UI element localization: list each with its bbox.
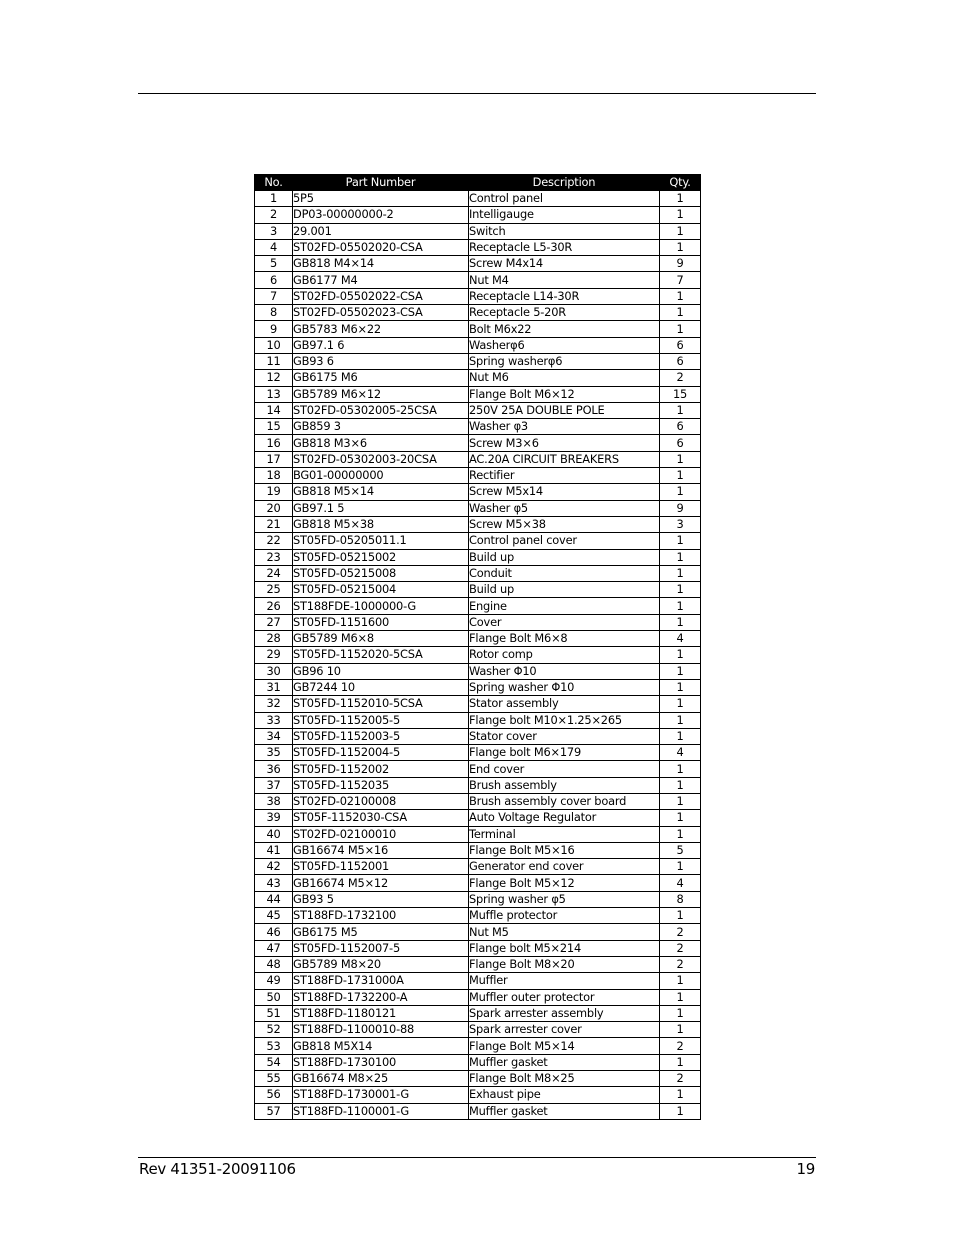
row-number-cell: 23: [255, 549, 293, 565]
description-cell: Flange bolt M6×179: [469, 745, 660, 761]
quantity-cell: 1: [660, 1022, 701, 1038]
description-cell: Screw M3×6: [469, 435, 660, 451]
row-number-cell: 33: [255, 712, 293, 728]
row-number-cell: 16: [255, 435, 293, 451]
description-cell: Flange Bolt M5×16: [469, 842, 660, 858]
table-row: [255, 468, 701, 484]
quantity-cell: 2: [660, 1071, 701, 1087]
description-cell: AC.20A CIRCUIT BREAKERS: [469, 451, 660, 467]
quantity-cell: 1: [660, 679, 701, 695]
table-row: [255, 435, 701, 451]
row-number-cell: 11: [255, 353, 293, 369]
part-number-cell: GB96 10: [293, 663, 469, 679]
row-number-cell: 1: [255, 191, 293, 207]
description-cell: Flange Bolt M8×20: [469, 956, 660, 972]
description-cell: Receptacle L14-30R: [469, 288, 660, 304]
part-number-cell: ST05FD-1152020-5CSA: [293, 647, 469, 663]
table-row: [255, 728, 701, 744]
part-number-cell: GB818 M3×6: [293, 435, 469, 451]
quantity-cell: 2: [660, 956, 701, 972]
part-number-cell: GB93 6: [293, 353, 469, 369]
table-row: [255, 761, 701, 777]
quantity-cell: 1: [660, 468, 701, 484]
row-number-cell: 12: [255, 370, 293, 386]
table-row: [255, 908, 701, 924]
part-number-cell: ST02FD-05302005-25CSA: [293, 402, 469, 418]
table-row: [255, 924, 701, 940]
table-row: [255, 1087, 701, 1103]
table-row: [255, 533, 701, 549]
quantity-cell: 1: [660, 989, 701, 1005]
table-body: [255, 191, 701, 1120]
part-number-cell: GB818 M5×38: [293, 516, 469, 532]
description-cell: Flange Bolt M5×12: [469, 875, 660, 891]
row-number-cell: 5: [255, 256, 293, 272]
quantity-cell: 1: [660, 614, 701, 630]
quantity-cell: 1: [660, 321, 701, 337]
quantity-cell: 3: [660, 516, 701, 532]
part-number-cell: ST05FD-05215008: [293, 565, 469, 581]
description-cell: Screw M5x14: [469, 484, 660, 500]
row-number-cell: 57: [255, 1103, 293, 1119]
quantity-cell: 1: [660, 402, 701, 418]
table-row: [255, 810, 701, 826]
description-cell: Control panel cover: [469, 533, 660, 549]
part-number-cell: ST02FD-05502022-CSA: [293, 288, 469, 304]
row-number-cell: 2: [255, 207, 293, 223]
table-row: [255, 1005, 701, 1021]
description-cell: Receptacle 5-20R: [469, 305, 660, 321]
table-row: [255, 859, 701, 875]
table-row: [255, 565, 701, 581]
quantity-cell: 2: [660, 370, 701, 386]
quantity-cell: 5: [660, 842, 701, 858]
row-number-cell: 27: [255, 614, 293, 630]
quantity-cell: 2: [660, 940, 701, 956]
row-number-cell: 19: [255, 484, 293, 500]
quantity-cell: 1: [660, 810, 701, 826]
quantity-cell: 1: [660, 207, 701, 223]
table-row: [255, 1022, 701, 1038]
part-number-cell: GB6175 M6: [293, 370, 469, 386]
revision-label: Rev 41351-20091106: [139, 1160, 296, 1178]
table-row: [255, 337, 701, 353]
part-number-cell: ST188FD-1180121: [293, 1005, 469, 1021]
row-number-cell: 3: [255, 223, 293, 239]
row-number-cell: 18: [255, 468, 293, 484]
description-cell: Receptacle L5-30R: [469, 239, 660, 255]
table-row: [255, 386, 701, 402]
part-number-cell: ST05FD-1152007-5: [293, 940, 469, 956]
quantity-cell: 1: [660, 191, 701, 207]
table-row: [255, 239, 701, 255]
part-number-cell: ST02FD-02100008: [293, 793, 469, 809]
quantity-cell: 4: [660, 745, 701, 761]
part-number-cell: ST02FD-05502023-CSA: [293, 305, 469, 321]
quantity-cell: 1: [660, 1087, 701, 1103]
row-number-cell: 49: [255, 973, 293, 989]
description-cell: Flange Bolt M5×14: [469, 1038, 660, 1054]
row-number-cell: 38: [255, 793, 293, 809]
part-number-cell: ST188FD-1732100: [293, 908, 469, 924]
quantity-cell: 1: [660, 663, 701, 679]
table-row: [255, 207, 701, 223]
quantity-cell: 1: [660, 712, 701, 728]
part-number-cell: GB16674 M5×16: [293, 842, 469, 858]
part-number-cell: ST05FD-05215004: [293, 582, 469, 598]
description-cell: Exhaust pipe: [469, 1087, 660, 1103]
quantity-cell: 4: [660, 631, 701, 647]
description-cell: Spark arrester assembly: [469, 1005, 660, 1021]
part-number-cell: GB5789 M6×8: [293, 631, 469, 647]
table-row: [255, 891, 701, 907]
quantity-cell: 15: [660, 386, 701, 402]
quantity-cell: 2: [660, 924, 701, 940]
header-qty: Qty.: [660, 175, 701, 191]
part-number-cell: ST188FD-1732200-A: [293, 989, 469, 1005]
row-number-cell: 43: [255, 875, 293, 891]
row-number-cell: 20: [255, 500, 293, 516]
description-cell: Flange Bolt M6×12: [469, 386, 660, 402]
table-row: [255, 1103, 701, 1119]
description-cell: Brush assembly cover board: [469, 793, 660, 809]
description-cell: Generator end cover: [469, 859, 660, 875]
quantity-cell: 4: [660, 875, 701, 891]
table-row: [255, 631, 701, 647]
part-number-cell: GB5783 M6×22: [293, 321, 469, 337]
row-number-cell: 51: [255, 1005, 293, 1021]
quantity-cell: 1: [660, 728, 701, 744]
part-number-cell: GB7244 10: [293, 679, 469, 695]
part-number-cell: ST02FD-02100010: [293, 826, 469, 842]
table-row: [255, 826, 701, 842]
table-row: [255, 272, 701, 288]
row-number-cell: 31: [255, 679, 293, 695]
quantity-cell: 1: [660, 793, 701, 809]
row-number-cell: 30: [255, 663, 293, 679]
quantity-cell: 2: [660, 1038, 701, 1054]
description-cell: Spring washer Φ10: [469, 679, 660, 695]
table-row: [255, 712, 701, 728]
quantity-cell: 1: [660, 826, 701, 842]
row-number-cell: 46: [255, 924, 293, 940]
part-number-cell: ST05FD-1152003-5: [293, 728, 469, 744]
part-number-cell: GB16674 M5×12: [293, 875, 469, 891]
part-number-cell: ST05FD-1152035: [293, 777, 469, 793]
table-row: [255, 484, 701, 500]
description-cell: Terminal: [469, 826, 660, 842]
description-cell: Muffle protector: [469, 908, 660, 924]
quantity-cell: 8: [660, 891, 701, 907]
quantity-cell: 1: [660, 598, 701, 614]
quantity-cell: 1: [660, 908, 701, 924]
quantity-cell: 1: [660, 533, 701, 549]
part-number-cell: ST05FD-05205011.1: [293, 533, 469, 549]
part-number-cell: ST05FD-1152005-5: [293, 712, 469, 728]
description-cell: Washer φ5: [469, 500, 660, 516]
table-row: [255, 305, 701, 321]
table-row: [255, 1054, 701, 1070]
part-number-cell: ST188FD-1100010-88: [293, 1022, 469, 1038]
quantity-cell: 1: [660, 549, 701, 565]
part-number-cell: ST02FD-05302003-20CSA: [293, 451, 469, 467]
table-row: [255, 679, 701, 695]
description-cell: Stator assembly: [469, 696, 660, 712]
quantity-cell: 1: [660, 761, 701, 777]
row-number-cell: 37: [255, 777, 293, 793]
part-number-cell: GB6175 M5: [293, 924, 469, 940]
description-cell: Bolt M6x22: [469, 321, 660, 337]
description-cell: Spring washer φ5: [469, 891, 660, 907]
row-number-cell: 35: [255, 745, 293, 761]
description-cell: Nut M4: [469, 272, 660, 288]
table-row: [255, 256, 701, 272]
quantity-cell: 1: [660, 1054, 701, 1070]
quantity-cell: 7: [660, 272, 701, 288]
part-number-cell: GB818 M4×14: [293, 256, 469, 272]
part-number-cell: GB16674 M8×25: [293, 1071, 469, 1087]
row-number-cell: 21: [255, 516, 293, 532]
table-row: [255, 191, 701, 207]
row-number-cell: 34: [255, 728, 293, 744]
row-number-cell: 44: [255, 891, 293, 907]
part-number-cell: BG01-00000000: [293, 468, 469, 484]
part-number-cell: 5P5: [293, 191, 469, 207]
table-row: [255, 321, 701, 337]
row-number-cell: 52: [255, 1022, 293, 1038]
row-number-cell: 55: [255, 1071, 293, 1087]
table-row: [255, 223, 701, 239]
row-number-cell: 14: [255, 402, 293, 418]
row-number-cell: 25: [255, 582, 293, 598]
description-cell: Build up: [469, 582, 660, 598]
table-row: [255, 956, 701, 972]
row-number-cell: 10: [255, 337, 293, 353]
quantity-cell: 9: [660, 256, 701, 272]
quantity-cell: 1: [660, 305, 701, 321]
description-cell: Build up: [469, 549, 660, 565]
description-cell: Muffler gasket: [469, 1054, 660, 1070]
row-number-cell: 47: [255, 940, 293, 956]
table-row: [255, 419, 701, 435]
table-row: [255, 696, 701, 712]
table-row: [255, 288, 701, 304]
quantity-cell: 1: [660, 1103, 701, 1119]
row-number-cell: 6: [255, 272, 293, 288]
part-number-cell: ST02FD-05502020-CSA: [293, 239, 469, 255]
quantity-cell: 6: [660, 337, 701, 353]
part-number-cell: ST188FD-1730001-G: [293, 1087, 469, 1103]
description-cell: End cover: [469, 761, 660, 777]
table-row: [255, 370, 701, 386]
row-number-cell: 29: [255, 647, 293, 663]
table-row: [255, 353, 701, 369]
description-cell: Screw M4x14: [469, 256, 660, 272]
description-cell: Muffler: [469, 973, 660, 989]
table-row: [255, 793, 701, 809]
header-part-number: Part Number: [293, 175, 469, 191]
row-number-cell: 24: [255, 565, 293, 581]
table-row: [255, 516, 701, 532]
row-number-cell: 39: [255, 810, 293, 826]
description-cell: Brush assembly: [469, 777, 660, 793]
table-row: [255, 875, 701, 891]
quantity-cell: 1: [660, 239, 701, 255]
part-number-cell: ST188FD-1100001-G: [293, 1103, 469, 1119]
description-cell: Washer φ3: [469, 419, 660, 435]
row-number-cell: 56: [255, 1087, 293, 1103]
description-cell: Auto Voltage Regulator: [469, 810, 660, 826]
part-number-cell: GB97.1 6: [293, 337, 469, 353]
description-cell: Switch: [469, 223, 660, 239]
quantity-cell: 1: [660, 1005, 701, 1021]
quantity-cell: 1: [660, 451, 701, 467]
row-number-cell: 45: [255, 908, 293, 924]
description-cell: Spark arrester cover: [469, 1022, 660, 1038]
footer-rule: [138, 1157, 816, 1158]
part-number-cell: GB97.1 5: [293, 500, 469, 516]
table-row: [255, 973, 701, 989]
part-number-cell: GB6177 M4: [293, 272, 469, 288]
quantity-cell: 6: [660, 419, 701, 435]
table-row: [255, 842, 701, 858]
description-cell: Screw M5×38: [469, 516, 660, 532]
description-cell: Washerφ6: [469, 337, 660, 353]
description-cell: Intelligauge: [469, 207, 660, 223]
part-number-cell: ST05F-1152030-CSA: [293, 810, 469, 826]
table-row: [255, 582, 701, 598]
table-row: [255, 745, 701, 761]
quantity-cell: 1: [660, 973, 701, 989]
part-number-cell: ST188FD-1731000A: [293, 973, 469, 989]
part-number-cell: ST05FD-1152004-5: [293, 745, 469, 761]
row-number-cell: 36: [255, 761, 293, 777]
description-cell: Control panel: [469, 191, 660, 207]
quantity-cell: 1: [660, 484, 701, 500]
quantity-cell: 6: [660, 353, 701, 369]
description-cell: Muffler outer protector: [469, 989, 660, 1005]
quantity-cell: 1: [660, 288, 701, 304]
row-number-cell: 54: [255, 1054, 293, 1070]
part-number-cell: GB818 M5X14: [293, 1038, 469, 1054]
description-cell: Flange Bolt M8×25: [469, 1071, 660, 1087]
row-number-cell: 40: [255, 826, 293, 842]
description-cell: Flange bolt M10×1.25×265: [469, 712, 660, 728]
quantity-cell: 1: [660, 859, 701, 875]
table-row: [255, 663, 701, 679]
table-row: [255, 647, 701, 663]
quantity-cell: 1: [660, 223, 701, 239]
part-number-cell: ST05FD-1152010-5CSA: [293, 696, 469, 712]
quantity-cell: 1: [660, 696, 701, 712]
description-cell: Nut M6: [469, 370, 660, 386]
description-cell: Spring washerφ6: [469, 353, 660, 369]
part-number-cell: ST05FD-1152001: [293, 859, 469, 875]
description-cell: 250V 25A DOUBLE POLE: [469, 402, 660, 418]
description-cell: Stator cover: [469, 728, 660, 744]
description-cell: Cover: [469, 614, 660, 630]
row-number-cell: 7: [255, 288, 293, 304]
part-number-cell: ST05FD-1151600: [293, 614, 469, 630]
part-number-cell: ST05FD-1152002: [293, 761, 469, 777]
row-number-cell: 4: [255, 239, 293, 255]
part-number-cell: 29.001: [293, 223, 469, 239]
table-header-row: [255, 175, 701, 191]
row-number-cell: 50: [255, 989, 293, 1005]
row-number-cell: 48: [255, 956, 293, 972]
row-number-cell: 8: [255, 305, 293, 321]
table-row: [255, 598, 701, 614]
description-cell: Flange bolt M5×214: [469, 940, 660, 956]
quantity-cell: 1: [660, 565, 701, 581]
table-row: [255, 549, 701, 565]
table-row: [255, 989, 701, 1005]
parts-table: [254, 174, 701, 1120]
row-number-cell: 22: [255, 533, 293, 549]
part-number-cell: ST188FD-1730100: [293, 1054, 469, 1070]
row-number-cell: 42: [255, 859, 293, 875]
part-number-cell: GB859 3: [293, 419, 469, 435]
row-number-cell: 13: [255, 386, 293, 402]
row-number-cell: 53: [255, 1038, 293, 1054]
row-number-cell: 41: [255, 842, 293, 858]
table-row: [255, 1038, 701, 1054]
part-number-cell: ST05FD-05215002: [293, 549, 469, 565]
description-cell: Conduit: [469, 565, 660, 581]
table-row: [255, 500, 701, 516]
table-row: [255, 777, 701, 793]
row-number-cell: 15: [255, 419, 293, 435]
part-number-cell: GB5789 M6×12: [293, 386, 469, 402]
part-number-cell: GB93 5: [293, 891, 469, 907]
row-number-cell: 17: [255, 451, 293, 467]
part-number-cell: GB818 M5×14: [293, 484, 469, 500]
row-number-cell: 26: [255, 598, 293, 614]
description-cell: Rectifier: [469, 468, 660, 484]
table-row: [255, 402, 701, 418]
header-rule: [138, 93, 816, 94]
part-number-cell: ST188FDE-1000000-G: [293, 598, 469, 614]
page-number: 19: [796, 1160, 815, 1178]
header-description: Description: [469, 175, 660, 191]
quantity-cell: 1: [660, 582, 701, 598]
part-number-cell: GB5789 M8×20: [293, 956, 469, 972]
row-number-cell: 32: [255, 696, 293, 712]
table-row: [255, 940, 701, 956]
header-no: No.: [255, 175, 293, 191]
quantity-cell: 1: [660, 777, 701, 793]
quantity-cell: 1: [660, 647, 701, 663]
row-number-cell: 9: [255, 321, 293, 337]
description-cell: Engine: [469, 598, 660, 614]
table-row: [255, 614, 701, 630]
description-cell: Rotor comp: [469, 647, 660, 663]
description-cell: Muffler gasket: [469, 1103, 660, 1119]
part-number-cell: DP03-00000000-2: [293, 207, 469, 223]
table-row: [255, 1071, 701, 1087]
description-cell: Nut M5: [469, 924, 660, 940]
row-number-cell: 28: [255, 631, 293, 647]
quantity-cell: 6: [660, 435, 701, 451]
quantity-cell: 9: [660, 500, 701, 516]
table-row: [255, 451, 701, 467]
description-cell: Flange Bolt M6×8: [469, 631, 660, 647]
description-cell: Washer Φ10: [469, 663, 660, 679]
